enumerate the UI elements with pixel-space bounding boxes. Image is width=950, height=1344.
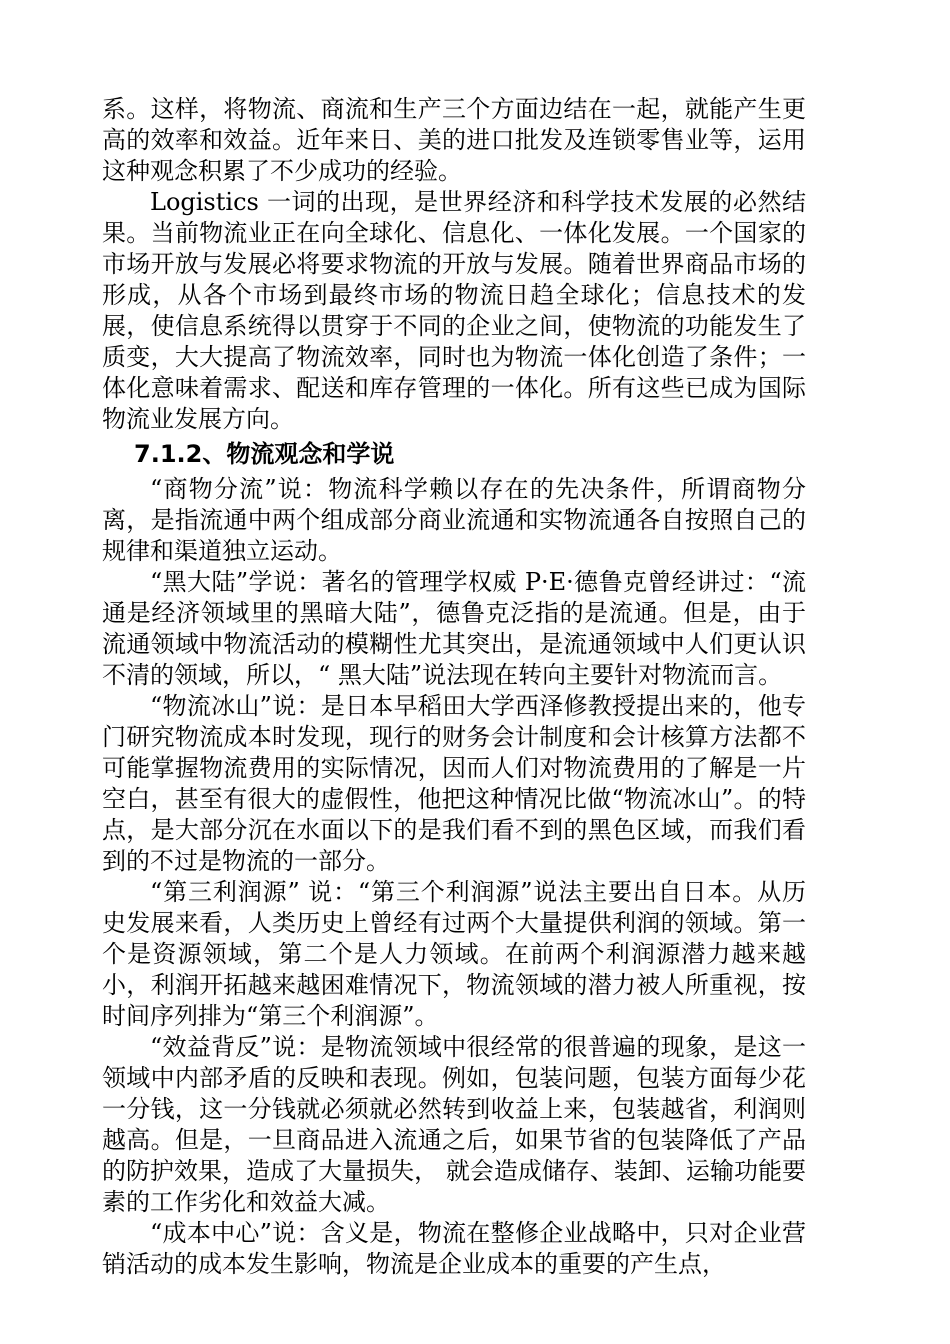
paragraph-logistics-iceberg: “物流冰山”说：是日本早稻田大学西泽修教授提出来的，他专门研究物流成本时发现，现行的财务会计制度和会计核算方法都不可能掌握物流费用的实际情况，因而人们对物流费用的了解是一片空白，甚至有很大的虚假性，他把这种情况比做“物流冰山”。的特点，是大部分沉在水面以下的是我们看不到的黑色区域，而我们看到的不过是物流的一部分。 (102, 692, 806, 875)
paragraph-cost-center: “成本中心”说：含义是，物流在整修企业战略中，只对企业营销活动的成本发生影响，物流是企业成本的重要的产生点， (102, 1219, 806, 1278)
paragraph-intro-continuation: 系。这样，将物流、商流和生产三个方面边结在一起，就能产生更高的效率和效益。近年来日、美的进口批发及连锁零售业等，运用这种观念积累了不少成功的经验。 (102, 95, 806, 185)
paragraph-logistics-origin: Logistics 一词的出现，是世界经济和科学技术发展的必然结果。当前物流业正在向全球化、信息化、一体化发展。一个国家的市场开放与发展必将要求物流的开放与发展。随着世界商品市场的形成，从各个市场到最终市场的物流日趋全球化；信息技术的发展，使信息系统得以贯穿于不同的企业之间，使物流的功能发生了质变，大大提高了物流效率，同时也为物流一体化创造了条件；一体化意味着需求、配送和库存管理的一体化。所有这些已成为国际物流业发展方向。 (102, 188, 806, 433)
section-heading: 7.1.2、物流观念和学说 (134, 440, 395, 468)
paragraph-commodity-separation: “商物分流”说：物流科学赖以存在的先决条件，所谓商物分离，是指流通中两个组成部分商业流通和实物流通各自按照自己的规律和渠道独立运动。 (102, 475, 806, 565)
paragraph-dark-continent: “黑大陆”学说：著名的管理学权威 P·E·德鲁克曾经讲过：“流通是经济领域里的黑暗大陆”，德鲁克泛指的是流通。但是，由于流通领域中物流活动的模糊性尤其突出，是流通领域中人们更认识不清的领域，所以，“ 黑大陆”说法现在转向主要针对物流而言。 (102, 568, 806, 689)
paragraph-trade-off: “效益背反”说：是物流领域中很经常的很普遍的现象，是这一领域中内部矛盾的反映和表现。例如，包装问题，包装方面每少花一分钱，这一分钱就必须就必然转到收益上来，包装越省，利润则越高。但是，一旦商品进入流通之后，如果节省的包装降低了产品的防护效果，造成了大量损失， 就会造成储存、装卸、运输功能要素的工作劣化和效益大减。 (102, 1033, 806, 1216)
document-page (102, 94, 806, 1280)
paragraph-third-profit-source: “第三利润源” 说：“第三个利润源”说法主要出自日本。从历史发展来看，人类历史上曾经有过两个大量提供利润的领域。第一个是资源领域，第二个是人力领域。在前两个利润源潜力越来越小，利润开拓越来越困难情况下，物流领域的潜力被人所重视，按时间序列排为“第三个利润源”。 (102, 878, 806, 1030)
